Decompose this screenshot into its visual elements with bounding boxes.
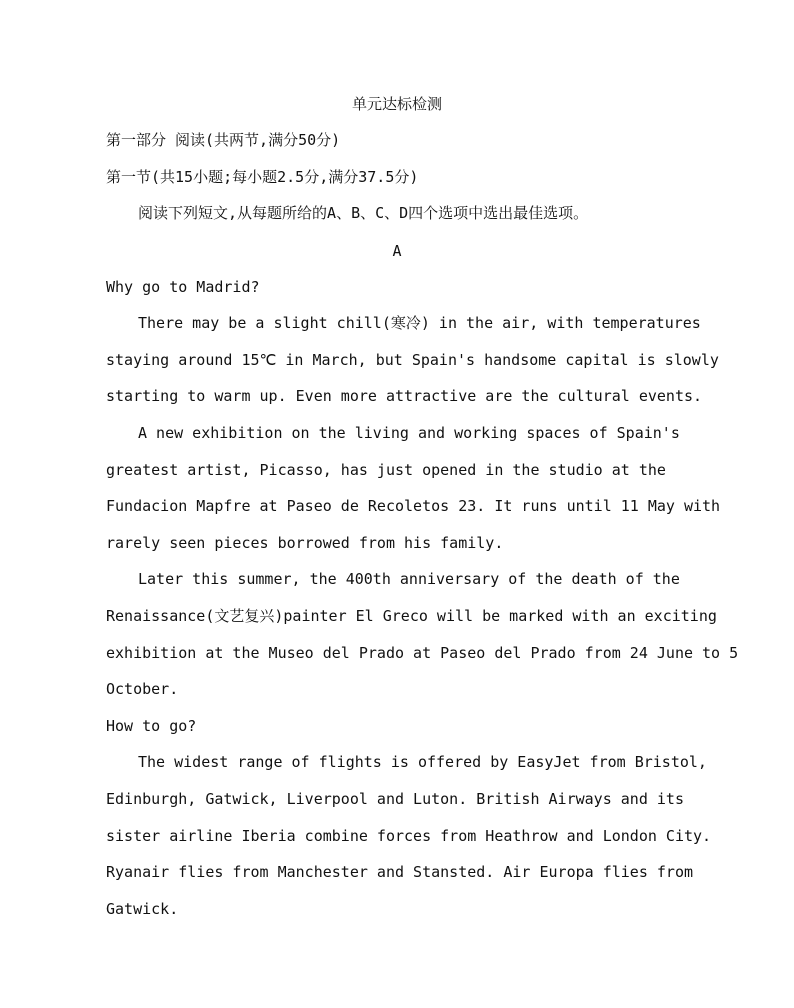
paragraph-4-line: Gatwick. <box>106 900 179 918</box>
passage-label: A <box>392 242 402 260</box>
paragraph-2-line: Fundacion Mapfre at Paseo de Recoletos 23. It runs until 11 May with <box>106 497 721 515</box>
part-heading: 第一部分 阅读(共两节,满分50分) <box>106 131 341 149</box>
paragraph-2-line: rarely seen pieces borrowed from his family. <box>106 534 504 552</box>
paragraph-3-line: Later this summer, the 400th anniversary of the death of the <box>138 570 680 588</box>
paragraph-2-line: A new exhibition on the living and working spaces of Spain's <box>138 424 680 442</box>
instruction-text: 阅读下列短文,从每题所给的A、B、C、D四个选项中选出最佳选项。 <box>138 204 589 222</box>
paragraph-3-line: Renaissance(文艺复兴)painter El Greco will be marked with an exciting <box>106 607 717 625</box>
subheading-how-to-go: How to go? <box>106 717 197 735</box>
document-title: 单元达标检测 <box>351 95 442 113</box>
section-heading: 第一节(共15小题;每小题2.5分,满分37.5分) <box>106 168 419 186</box>
paragraph-4-line: sister airline Iberia combine forces from Heathrow and London City. <box>106 827 712 845</box>
paragraph-3-line: October. <box>106 680 179 698</box>
paragraph-1-line: There may be a slight chill(寒冷) in the air, with temperatures <box>138 314 701 332</box>
paragraph-2-line: greatest artist, Picasso, has just opened in the studio at the <box>106 461 666 479</box>
paragraph-1-line: staying around 15℃ in March, but Spain's handsome capital is slowly <box>106 351 719 369</box>
paragraph-1-line: starting to warm up. Even more attractive are the cultural events. <box>106 387 703 405</box>
paragraph-4-line: The widest range of flights is offered by EasyJet from Bristol, <box>138 753 707 771</box>
paragraph-4-line: Ryanair flies from Manchester and Stansted. Air Europa flies from <box>106 863 693 881</box>
paragraph-4-line: Edinburgh, Gatwick, Liverpool and Luton. British Airways and its <box>106 790 684 808</box>
paragraph-3-line: exhibition at the Museo del Prado at Paseo del Prado from 24 June to 5 <box>106 644 739 662</box>
subheading-why-madrid: Why go to Madrid? <box>106 278 260 296</box>
